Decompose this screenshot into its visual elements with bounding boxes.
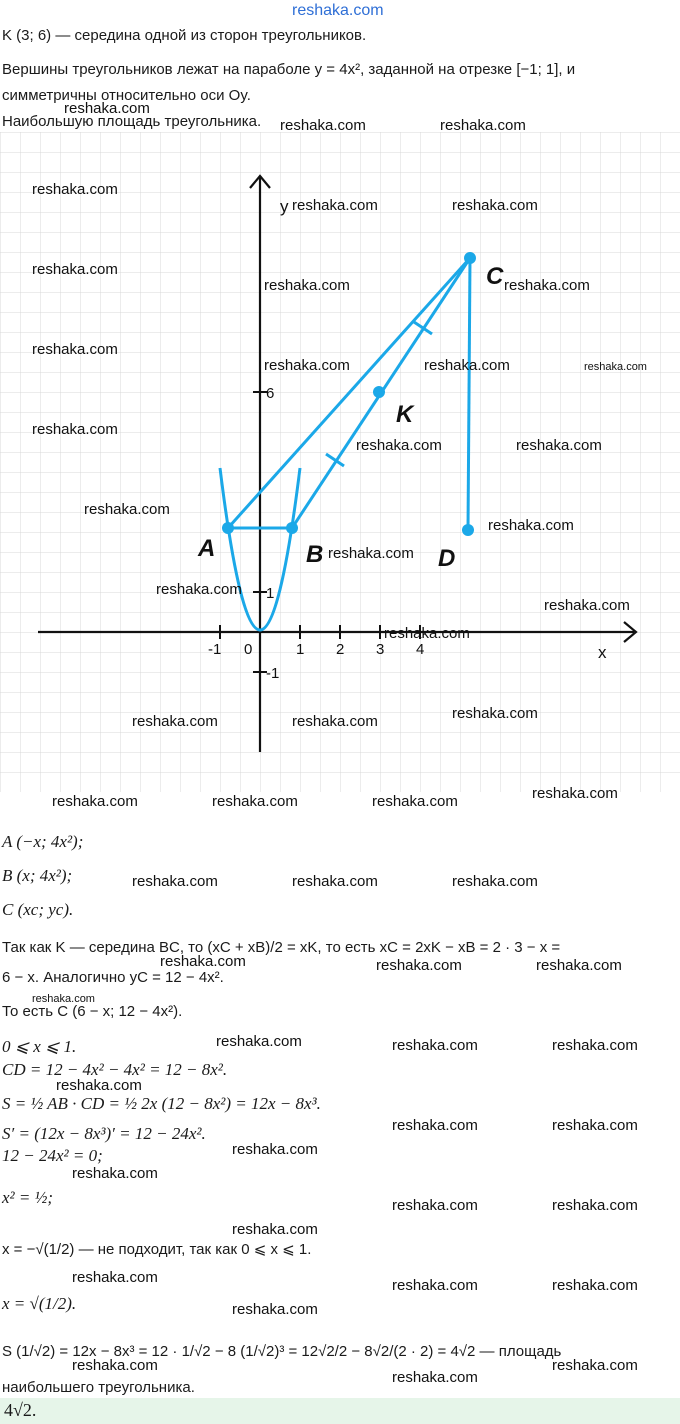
point-c-marker — [464, 252, 476, 264]
solution-line: S (1/√2) = 12x − 8x³ = 12 · 1/√2 − 8 (1/√2)³ = 12√2/2 − 8√2/(2 · 2) = 4√2 — площадь — [2, 1343, 562, 1360]
site-watermark: reshaka.com — [232, 1221, 318, 1238]
site-watermark: reshaka.com — [216, 1033, 302, 1050]
site-watermark: reshaka.com — [452, 705, 538, 722]
site-watermark: reshaka.com — [376, 957, 462, 974]
site-watermark: reshaka.com — [424, 357, 510, 374]
site-watermark: reshaka.com — [212, 793, 298, 810]
site-watermark: reshaka.com — [264, 357, 350, 374]
site-watermark: reshaka.com — [72, 1357, 158, 1374]
solution-line: x = −√(1/2) — не подходит, так как 0 ⩽ x ⩽ 1. — [2, 1241, 312, 1258]
x-tick-label: 2 — [336, 641, 345, 658]
site-watermark: reshaka.com — [264, 277, 350, 294]
intro-line-2: Вершины треугольников лежат на параболе y = 4x², заданной на отрезке [−1; 1], и — [2, 61, 576, 78]
site-watermark: reshaka.com — [292, 713, 378, 730]
y-axis-label: y — [280, 197, 289, 216]
point-c-label: C — [486, 263, 504, 290]
site-watermark: reshaka.com — [392, 1117, 478, 1134]
site-watermark: reshaka.com — [356, 437, 442, 454]
site-watermark: reshaka.com — [32, 993, 95, 1005]
site-watermark: reshaka.com — [552, 1277, 638, 1294]
point-d-label: D — [438, 545, 456, 572]
site-watermark: reshaka.com — [440, 117, 526, 134]
x-tick-label: 3 — [376, 641, 385, 658]
site-watermark: reshaka.com — [536, 957, 622, 974]
point-k-label: K — [396, 401, 414, 428]
site-watermark-top: reshaka.com — [292, 2, 384, 19]
solution-line: То есть C (6 − x; 12 − 4x²). — [2, 1003, 183, 1020]
y-tick-label: 1 — [266, 585, 275, 602]
point-a-label: A — [198, 535, 216, 562]
site-watermark: reshaka.com — [32, 421, 118, 438]
intro-line-1: K (3; 6) — середина одной из сторон треугольников. — [2, 27, 367, 44]
site-watermark: reshaka.com — [392, 1197, 478, 1214]
intro-line-3: симметричны относительно оси Oy. — [2, 87, 251, 104]
solution-line: Так как K — середина BC, то (xC + xB)/2 = xK, то есть xC = 2xK − xB = 2 · 3 − x = — [2, 939, 561, 956]
site-watermark: reshaka.com — [452, 873, 538, 890]
site-watermark: reshaka.com — [392, 1369, 478, 1386]
x-tick-label: 1 — [296, 641, 305, 658]
site-watermark: reshaka.com — [552, 1037, 638, 1054]
x-axis-label: x — [598, 643, 607, 662]
site-watermark: reshaka.com — [32, 181, 118, 198]
site-watermark: reshaka.com — [392, 1037, 478, 1054]
site-watermark: reshaka.com — [504, 277, 590, 294]
point-d-marker — [462, 524, 474, 536]
site-watermark: reshaka.com — [544, 597, 630, 614]
answer-box — [0, 1398, 680, 1424]
y-tick-label: -1 — [266, 665, 280, 682]
solution-line: 0 ⩽ x ⩽ 1. — [2, 1037, 77, 1056]
site-watermark: reshaka.com — [132, 873, 218, 890]
solution-line: 6 − x. Аналогично yC = 12 − 4x². — [2, 969, 224, 986]
answer-value: 4√2. — [4, 1400, 37, 1420]
site-watermark: reshaka.com — [384, 625, 470, 642]
intro-line-4: Наибольшую площадь треугольника. — [2, 113, 262, 130]
site-watermark: reshaka.com — [532, 785, 618, 802]
site-watermark: reshaka.com — [292, 197, 378, 214]
solution-line: CD = 12 − 4x² − 4x² = 12 − 8x². — [2, 1060, 228, 1079]
site-watermark: reshaka.com — [64, 100, 150, 117]
y-tick-label: 6 — [266, 385, 275, 402]
solution-line: 12 − 24x² = 0; — [2, 1146, 103, 1165]
site-watermark: reshaka.com — [232, 1141, 318, 1158]
point-k-marker — [373, 386, 385, 398]
site-watermark: reshaka.com — [132, 713, 218, 730]
point-a-marker — [222, 522, 234, 534]
site-watermark: reshaka.com — [452, 197, 538, 214]
site-watermark: reshaka.com — [516, 437, 602, 454]
site-watermark: reshaka.com — [32, 261, 118, 278]
x-tick-label: -1 — [208, 641, 222, 658]
point-b-marker — [286, 522, 298, 534]
solution-line: x² = ½; — [2, 1188, 54, 1207]
site-watermark: reshaka.com — [552, 1117, 638, 1134]
site-watermark: reshaka.com — [56, 1077, 142, 1094]
site-watermark: reshaka.com — [84, 501, 170, 518]
solution-line: x = √(1/2). — [2, 1294, 77, 1313]
solution-line: C (xc; yc). — [2, 900, 74, 919]
site-watermark: reshaka.com — [32, 341, 118, 358]
site-watermark: reshaka.com — [72, 1269, 158, 1286]
site-watermark: reshaka.com — [292, 873, 378, 890]
site-watermark: reshaka.com — [488, 517, 574, 534]
site-watermark: reshaka.com — [232, 1301, 318, 1318]
site-watermark: reshaka.com — [280, 117, 366, 134]
solution-line: A (−x; 4x²); — [2, 832, 84, 851]
solution-line: наибольшего треугольника. — [2, 1379, 195, 1396]
site-watermark: reshaka.com — [372, 793, 458, 810]
site-watermark: reshaka.com — [160, 953, 246, 970]
solution-line: S = ½ AB · CD = ½ 2x (12 − 8x²) = 12x − 8x³. — [2, 1094, 321, 1113]
point-b-label: B — [306, 541, 324, 568]
site-watermark: reshaka.com — [552, 1197, 638, 1214]
site-watermark: reshaka.com — [328, 545, 414, 562]
site-watermark: reshaka.com — [72, 1165, 158, 1182]
site-watermark: reshaka.com — [52, 793, 138, 810]
segment-cd — [468, 258, 470, 530]
site-watermark: reshaka.com — [392, 1277, 478, 1294]
x-tick-label: 4 — [416, 641, 425, 658]
x-tick-label: 0 — [244, 641, 253, 658]
site-watermark: reshaka.com — [584, 361, 647, 373]
solution-line: S′ = (12x − 8x³)′ = 12 − 24x². — [2, 1124, 206, 1143]
solution-line: B (x; 4x²); — [2, 866, 73, 885]
site-watermark: reshaka.com — [552, 1357, 638, 1374]
site-watermark: reshaka.com — [156, 581, 242, 598]
